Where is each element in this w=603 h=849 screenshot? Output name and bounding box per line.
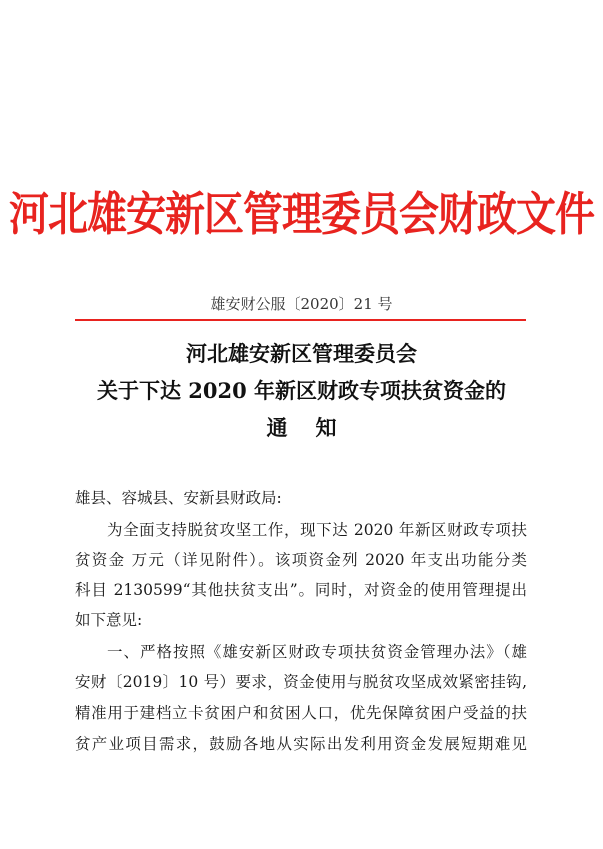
document-number: 雄安财公服〔2020〕21 号	[210, 295, 393, 313]
red-divider-line	[75, 319, 526, 321]
body-line: 如下意见:	[75, 611, 143, 629]
red-header-title: 河北雄安新区管理委员会财政文件	[9, 187, 594, 242]
body-line: 为全面支持脱贫攻坚工作，现下达 2020 年新区财政专项扶	[107, 521, 527, 539]
body-line: 一、严格按照《雄安新区财政专项扶贫资金管理办法》（雄	[107, 643, 527, 661]
body-line: 贫资金 万元（详见附件）。该项资金列 2020 年支出功能分类	[75, 551, 527, 569]
body-line: 精准用于建档立卡贫困户和贫困人口，优先保障贫困户受益的扶	[75, 704, 527, 722]
body-line: 科目 2130599“其他扶贫支出”。同时，对资金的使用管理提出	[75, 581, 527, 599]
body-line: 安财〔2019〕10 号）要求，资金使用与脱贫攻坚成效紧密挂钩,	[75, 673, 527, 691]
notice-title-line-2: 关于下达 2020 年新区财政专项扶贫资金的	[96, 378, 507, 403]
body-line: 贫产业项目需求，鼓励各地从实际出发利用资金发展短期难见	[75, 735, 527, 753]
notice-title-line-1: 河北雄安新区管理委员会	[186, 341, 417, 366]
notice-title-line-3: 通知	[266, 415, 365, 440]
salutation: 雄县、容城县、安新县财政局:	[75, 489, 282, 507]
